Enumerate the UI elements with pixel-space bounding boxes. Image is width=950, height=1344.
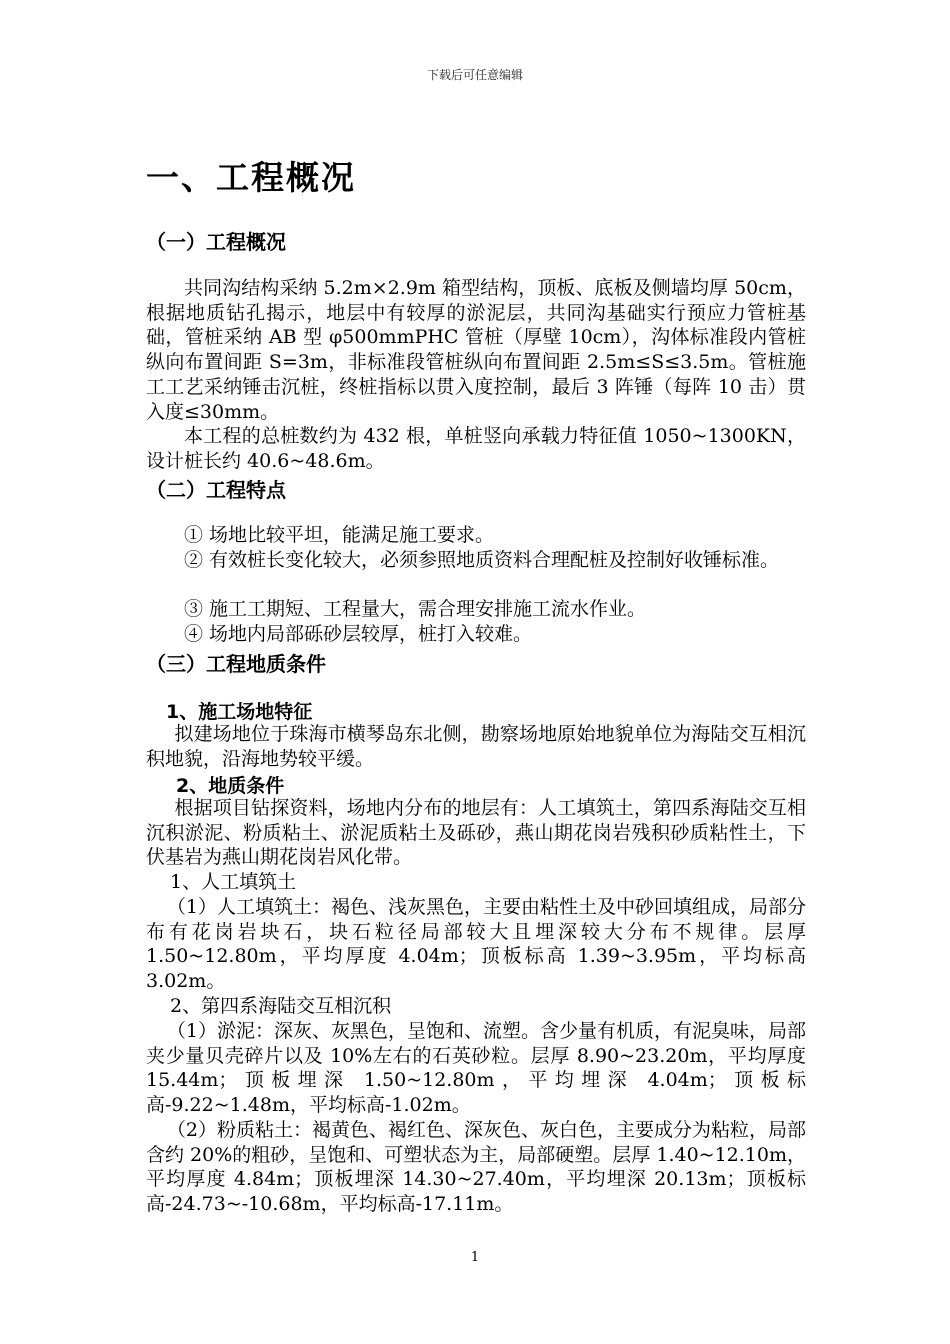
layer-2-paragraph-1: （1）淤泥：深灰、灰黑色，呈饱和、流塑。含少量有机质，有泥臭味，局部夹少量贝壳碎片以及 10%左右的石英砂粒。层厚 8.90~23.20m，平均厚度 15.44m；顶板埋深 1.50~12.80m，平均埋深 4.04m；顶板标高-9.22~1.48m，平均标高-1.02m。 <box>146 1020 806 1117</box>
doc-title: 一、工程概况 <box>146 158 356 197</box>
page-number: 1 <box>470 1250 480 1265</box>
page-header: 下载后可任意编辑 <box>426 68 523 82</box>
feature-item-1: ① 场地比较平坦，能满足施工要求。 <box>184 524 495 546</box>
feature-item-3: ③ 施工工期短、工程量大，需合理安排施工流水作业。 <box>184 598 647 620</box>
feature-item-2: ② 有效桩长变化较大，必须参照地质资料合理配桩及控制好收锤标准。 <box>184 549 780 571</box>
section-1-heading: （一）工程概况 <box>146 230 286 254</box>
subsection-1-heading: 1、施工场地特征 <box>166 701 313 723</box>
layer-2-paragraph-2: （2）粉质粘土：褐黄色、褐红色、深灰色、灰白色，主要成分为粘粒，局部含约 20%的粗砂，呈饱和、可塑状态为主，局部硬塑。层厚 1.40~12.10m，平均厚度 4.84m；顶板埋深 14.30~27.40m，平均埋深 20.13m；顶板标高-24.73~-10.68m，平均标高-17.11m。 <box>146 1119 806 1216</box>
layer-1-heading: 1、人工填筑土 <box>170 871 297 893</box>
subsection-2-paragraph: 根据项目钻探资料，场地内分布的地层有：人工填筑土，第四系海陆交互相沉积淤泥、粉质粘土、淤泥质粘土及砾砂，燕山期花岗岩残积砂质粘性土，下伏基岩为燕山期花岗岩风化带。 <box>146 797 806 869</box>
section-3-heading: （三）工程地质条件 <box>146 652 326 676</box>
layer-1-paragraph: （1）人工填筑土：褐色、浅灰黑色，主要由粘性土及中砂回填组成，局部分布有花岗岩块石，块石粒径局部较大且埋深较大分布不规律。层厚 1.50~12.80m，平均厚度 4.04m；顶板标高 1.39~3.95m，平均标高 3.02m。 <box>146 896 806 993</box>
section-2-heading: （二）工程特点 <box>146 478 286 502</box>
subsection-2-heading: 2、地质条件 <box>176 775 285 797</box>
feature-item-4: ④ 场地内局部砾砂层较厚，桩打入较难。 <box>184 623 533 645</box>
subsection-1-paragraph: 拟建场地位于珠海市横琴岛东北侧，勘察场地原始地貌单位为海陆交互相沉积地貌，沿海地势较平缓。 <box>146 723 806 770</box>
layer-2-heading: 2、第四系海陆交互相沉积 <box>170 995 392 1017</box>
section-1-paragraph-1: 共同沟结构采纳 5.2m×2.9m 箱型结构，顶板、底板及侧墙均厚 50cm，根据地质钻孔揭示，地层中有较厚的淤泥层，共同沟基础实行预应力管桩基础，管桩采纳 AB 型 φ500mmPHC 管桩（厚壁 10cm），沟体标准段内管桩纵向布置间距 S=3m，非标准段管桩纵向布置间距 2.5m≤S≤3.5m。管桩施工工艺采纳锤击沉桩，终桩指标以贯入度控制，最后 3 阵锤（每阵 10 击）贯入度≤30mm。 <box>146 277 806 423</box>
section-1-paragraph-2: 本工程的总桩数约为 432 根，单桩竖向承载力特征值 1050~1300KN，设计桩长约 40.6~48.6m。 <box>146 425 806 472</box>
